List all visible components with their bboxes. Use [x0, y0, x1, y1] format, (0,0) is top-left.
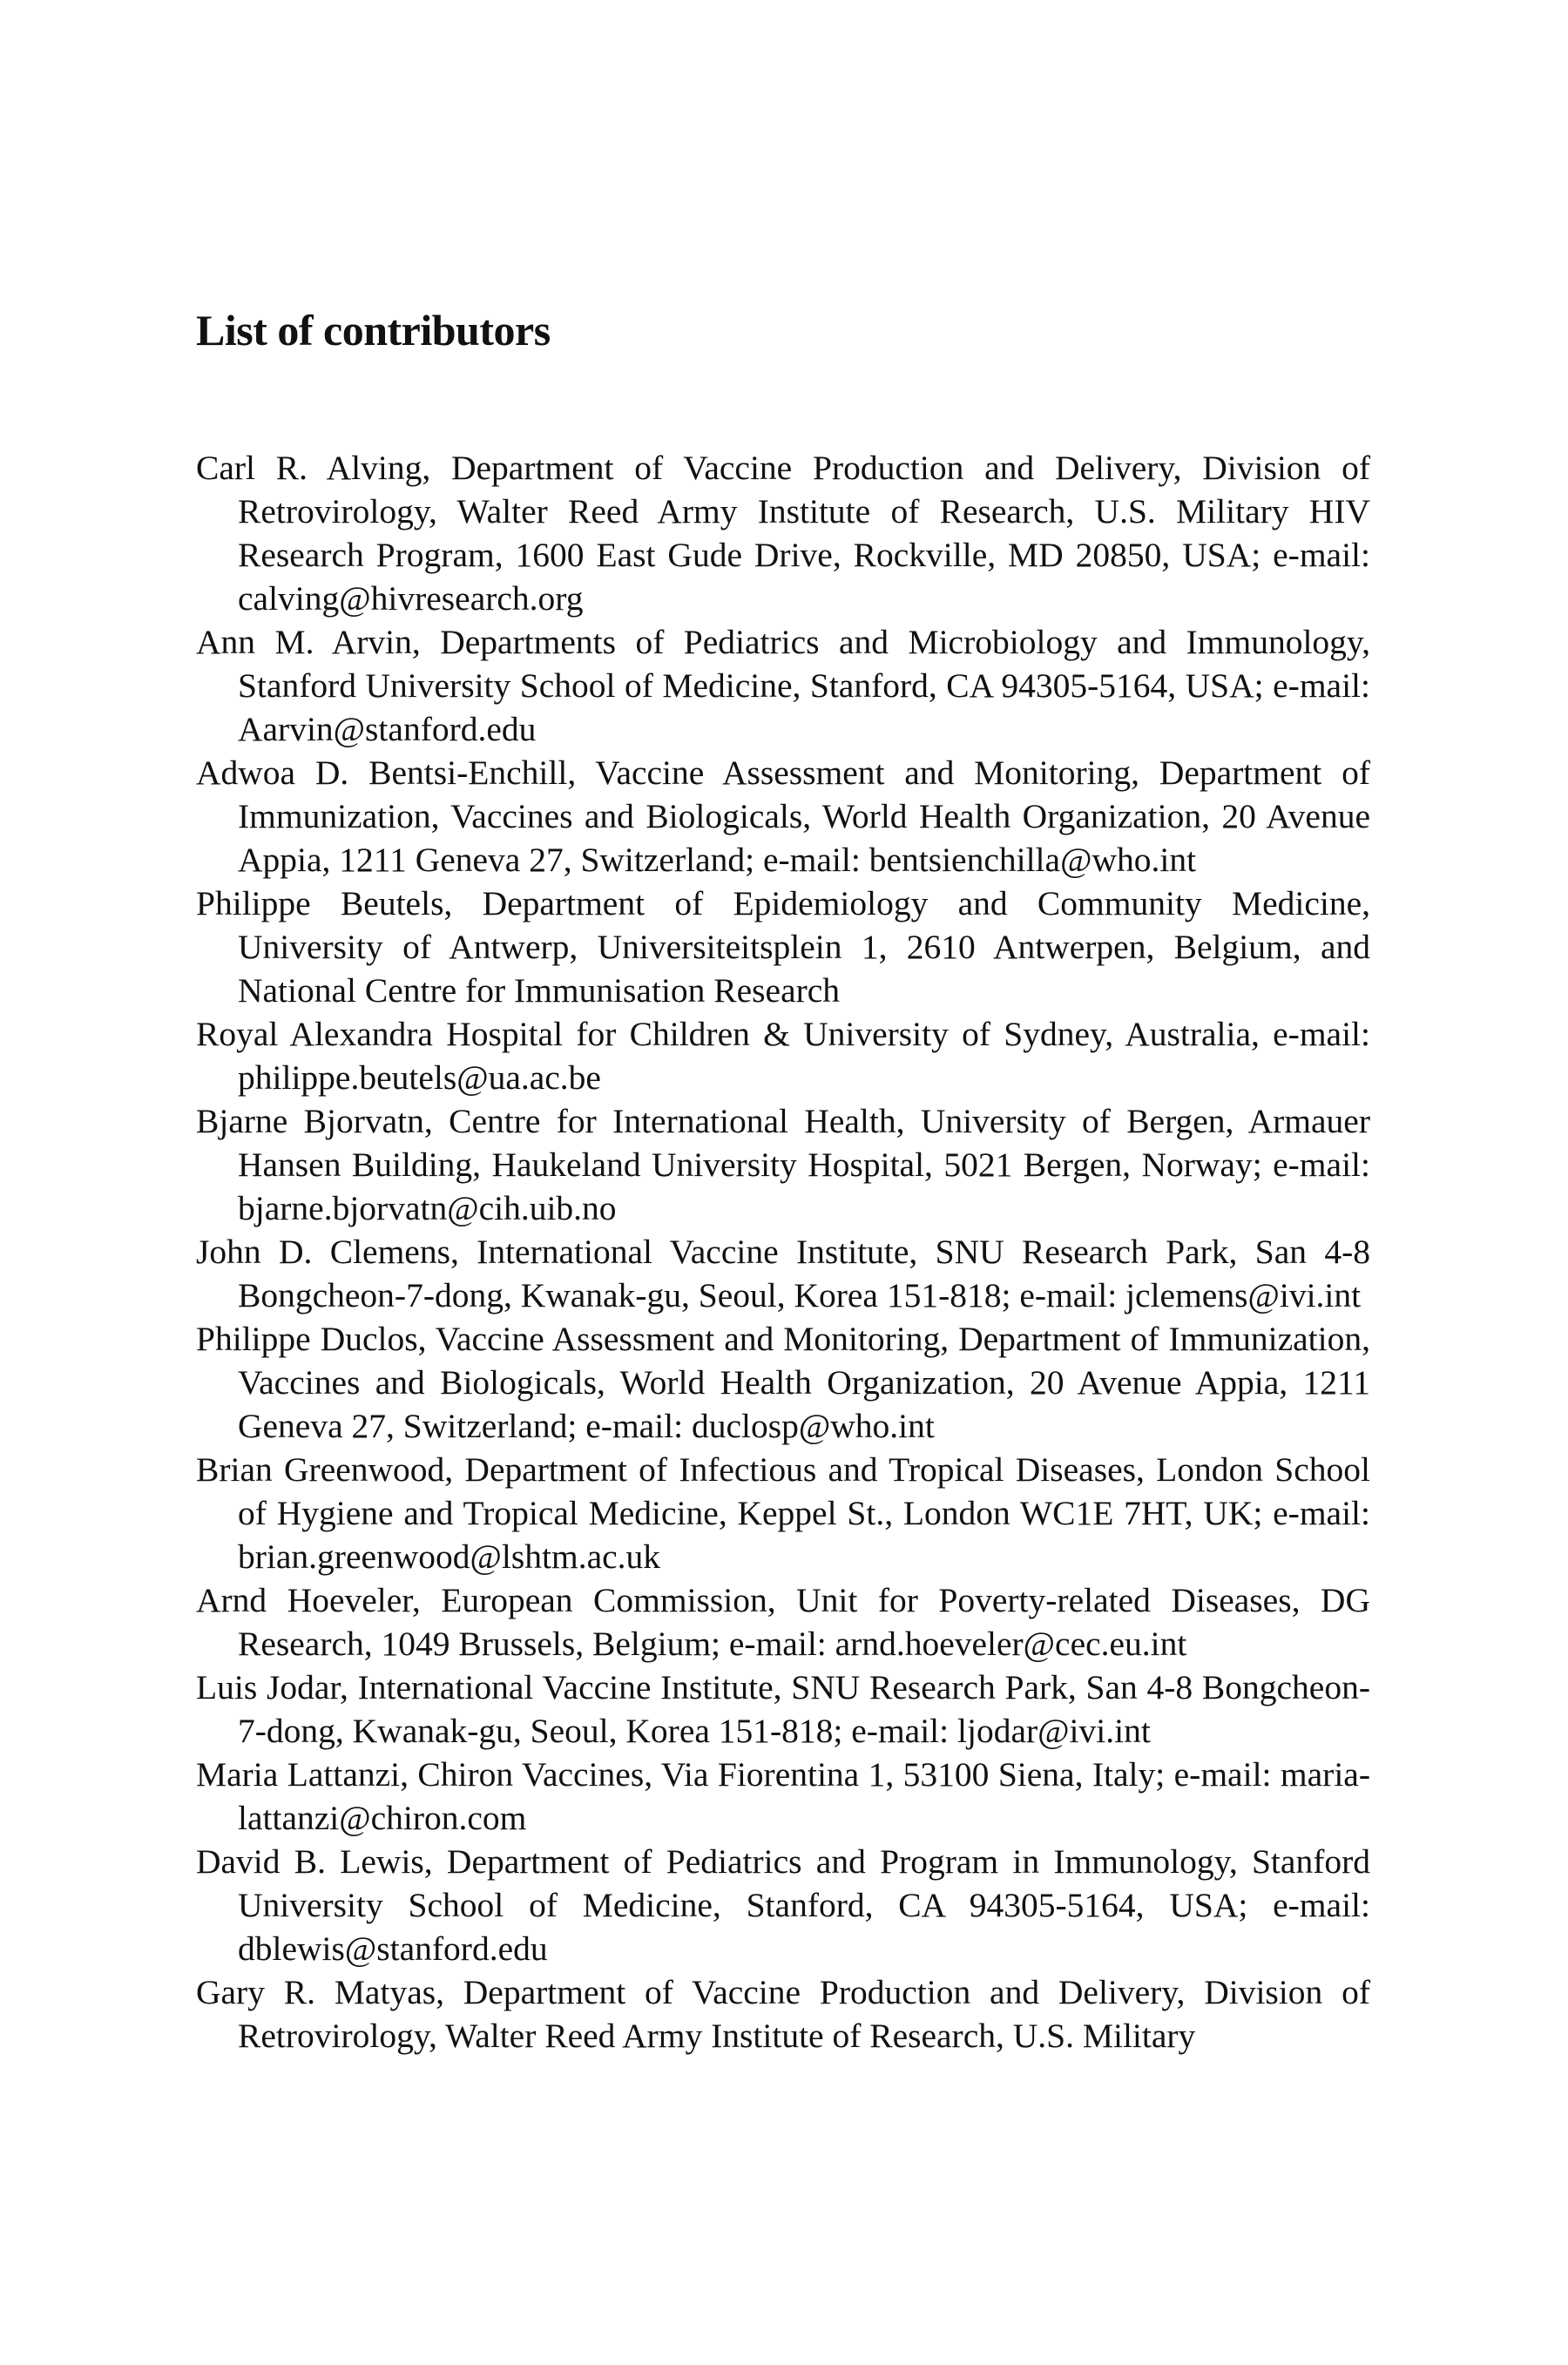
contributor-entry-alving: Carl R. Alving, Department of Vaccine Production and Delivery, Division of Retrovirology, Walter Reed Army Institute of Research, U.S. Military HIV Research Program, 1600 East Gude Drive, Rockville, MD 20850, USA; e-mail: calving@hivresearch.org — [196, 449, 1370, 618]
contributor-entry-arvin: Ann M. Arvin, Departments of Pediatrics and Microbiology and Immunology, Stanford University School of Medicine, Stanford, CA 94305-5164, USA; e-mail: Aarvin@stanford.edu — [196, 623, 1370, 748]
page-title: List of contributors — [196, 306, 551, 355]
contributor-entry-bentsi-enchill: Adwoa D. Bentsi-Enchill, Vaccine Assessment and Monitoring, Department of Immunization, Vaccines and Biologicals, World Health Organization, 20 Avenue Appia, 1211 Geneva 27, Switzerland; e-mail: bentsienchilla@who.int — [196, 753, 1370, 879]
contributor-entry-lattanzi: Maria Lattanzi, Chiron Vaccines, Via Fiorentina 1, 53100 Siena, Italy; e-mail: maria-lattanzi@chiron.com — [196, 1755, 1370, 1837]
contributor-entry-hoeveler: Arnd Hoeveler, European Commission, Unit for Poverty-related Diseases, DG Research, 1049 Brussels, Belgium; e-mail: arnd.hoeveler@cec.eu.int — [196, 1581, 1370, 1663]
contributor-entry-lewis: David B. Lewis, Department of Pediatrics and Program in Immunology, Stanford University School of Medicine, Stanford, CA 94305-5164, USA; e-mail: dblewis@stanford.edu — [196, 1842, 1370, 1968]
contributor-entry-royal-alexandra: Royal Alexandra Hospital for Children & University of Sydney, Australia, e-mail: philippe.beutels@ua.ac.be — [196, 1015, 1370, 1097]
contributor-entry-greenwood: Brian Greenwood, Department of Infectious and Tropical Diseases, London School of Hygiene and Tropical Medicine, Keppel St., London WC1E 7HT, UK; e-mail: brian.greenwood@lshtm.ac.uk — [196, 1450, 1370, 1576]
contributor-entry-matyas: Gary R. Matyas, Department of Vaccine Production and Delivery, Division of Retrovirology, Walter Reed Army Institute of Research, U.S. Military — [196, 1973, 1370, 2055]
contributor-entry-jodar: Luis Jodar, International Vaccine Institute, SNU Research Park, San 4-8 Bongcheon-7-dong, Kwanak-gu, Seoul, Korea 151-818; e-mail: ljodar@ivi.int — [196, 1668, 1370, 1750]
contributor-entry-duclos: Philippe Duclos, Vaccine Assessment and Monitoring, Department of Immunization, Vaccines and Biologicals, World Health Organization, 20 Avenue Appia, 1211 Geneva 27, Switzerland; e-mail: duclosp@who.int — [196, 1320, 1370, 1445]
contributor-list — [196, 446, 1370, 2058]
contributor-entry-clemens: John D. Clemens, International Vaccine Institute, SNU Research Park, San 4-8 Bongcheon-7-dong, Kwanak-gu, Seoul, Korea 151-818; e-mail: jclemens@ivi.int — [196, 1233, 1370, 1314]
contributor-entry-beutels: Philippe Beutels, Department of Epidemiology and Community Medicine, University of Antwerp, Universiteitsplein 1, 2610 Antwerpen, Belgium, and National Centre for Immunisation Research — [196, 884, 1370, 1010]
contributor-entry-bjorvatn: Bjarne Bjorvatn, Centre for International Health, University of Bergen, Armauer Hansen Building, Haukeland University Hospital, 5021 Bergen, Norway; e-mail: bjarne.bjorvatn@cih.uib.no — [196, 1102, 1370, 1227]
